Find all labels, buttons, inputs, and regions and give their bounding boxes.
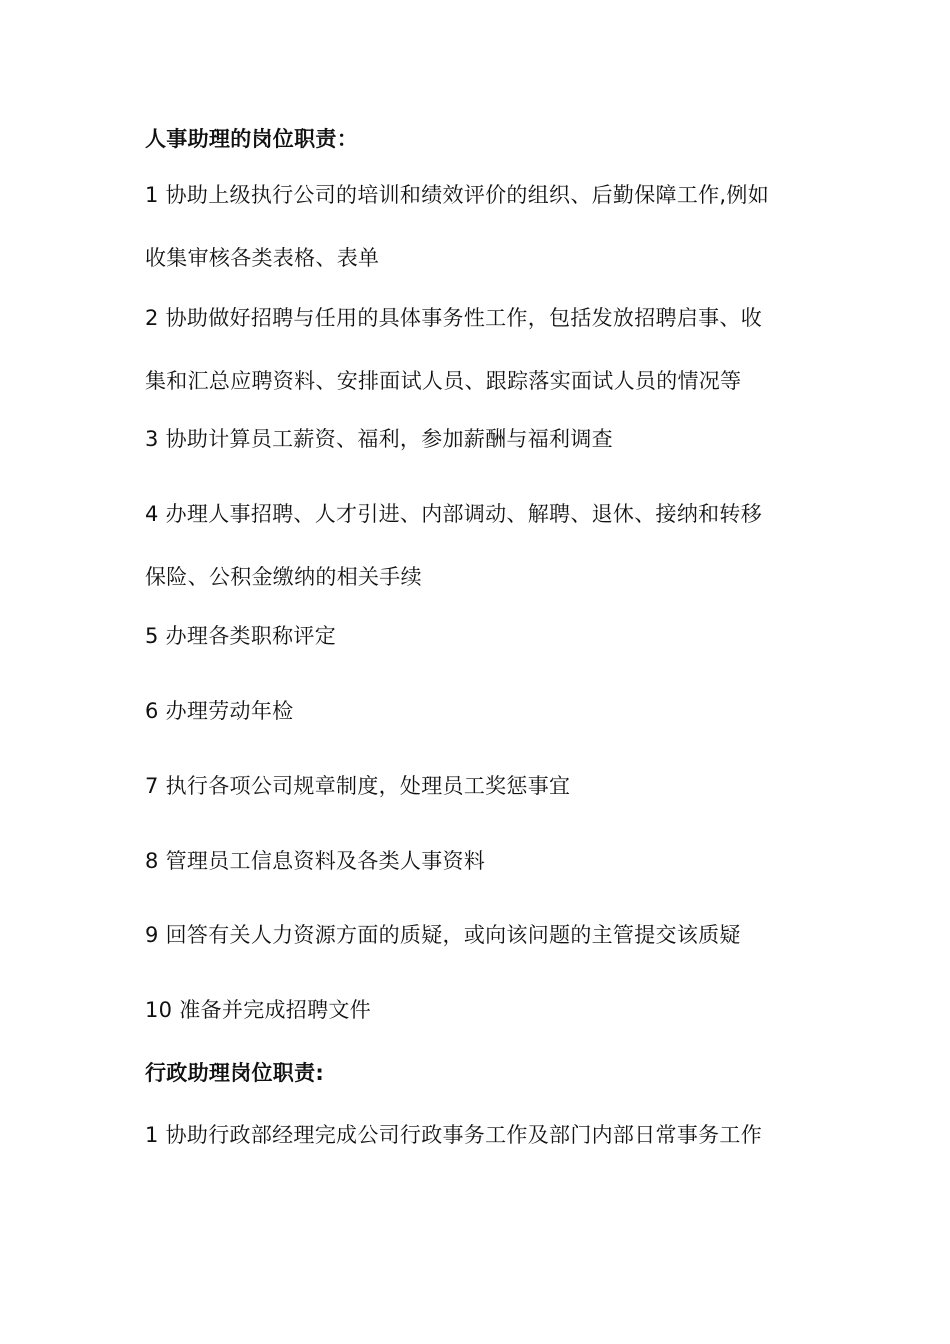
section-heading-admin-assistant: 行政助理岗位职责: [145, 1061, 325, 1085]
duty-item-5: 5 办理各类职称评定 [145, 624, 337, 648]
duty-item-8: 8 管理员工信息资料及各类人事资料 [145, 849, 486, 873]
duty-item-9: 9 回答有关人力资源方面的质疑，或向该问题的主管提交该质疑 [145, 923, 741, 947]
duty-item-1-line-1: 1 协助上级执行公司的培训和绩效评价的组织、后勤保障工作,例如 [145, 183, 770, 207]
duty-item-10: 10 准备并完成招聘文件 [145, 998, 371, 1022]
duty-item-1-line-2: 收集审核各类表格、表单 [145, 246, 380, 270]
admin-duty-item-1: 1 协助行政部经理完成公司行政事务工作及部门内部日常事务工作 [145, 1123, 763, 1147]
duty-item-7: 7 执行各项公司规章制度，处理员工奖惩事宜 [145, 774, 571, 798]
duty-item-4-line-1: 4 办理人事招聘、人才引进、内部调动、解聘、退休、接纳和转移 [145, 502, 763, 526]
duty-item-2-line-1: 2 协助做好招聘与任用的具体事务性工作，包括发放招聘启事、收 [145, 306, 763, 330]
duty-item-6: 6 办理劳动年检 [145, 699, 294, 723]
duty-item-3: 3 协助计算员工薪资、福利，参加薪酬与福利调查 [145, 427, 613, 451]
section-heading-hr-assistant: 人事助理的岗位职责： [145, 127, 358, 151]
duty-item-4-line-2: 保险、公积金缴纳的相关手续 [145, 565, 422, 589]
duty-item-2-line-2: 集和汇总应聘资料、安排面试人员、跟踪落实面试人员的情况等 [145, 369, 742, 393]
